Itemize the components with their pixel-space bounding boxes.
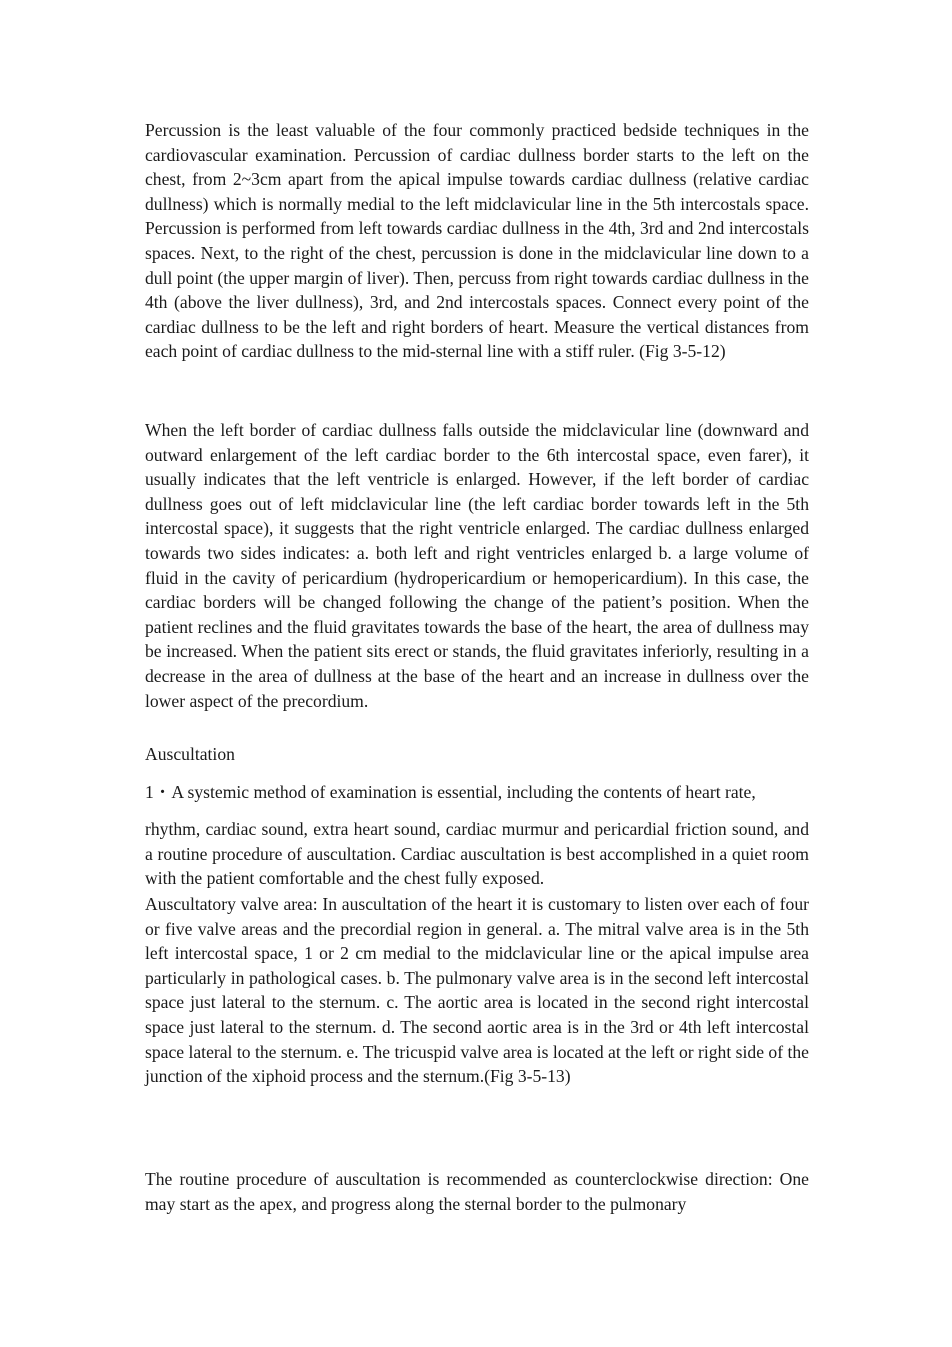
paragraph-cardiac-dullness-enlargement: When the left border of cardiac dullness falls outside the midclavicular line (downward and outward enlargement of the left cardiac border to the 6th intercostal space, even farer), it usually indicates that the left ventricle is enlarged. However, if the left border of cardiac dullness goes out of left midclavicular line (the left cardiac border towards left in the 5th intercostal space), it suggests that the right ventricle enlarged. The cardiac dullness enlarged towards two sides indicates: a. both left and right ventricles enlarged b. a large volume of fluid in the cavity of pericardium (hydropericardium or hemopericardium). In this case, the cardiac borders will be changed following the change of the patient’s position. When the patient reclines and the fluid gravitates towards the base of the heart, the area of dullness may be increased. When the patient sits erect or stands, the fluid gravitates inferiorly, resulting in a decrease in the area of dullness at the base of the heart and an increase in dullness over the lower aspect of the precordium. (145, 420, 809, 711)
paragraph-systemic-method: rhythm, cardiac sound, extra heart sound, cardiac murmur and pericardial friction sound, and a routine procedure of auscultation. Cardiac auscultation is best accomplished in a quiet room with the patient comfortable and the chest fully exposed. (145, 819, 809, 889)
paragraph-valve-areas: Auscultatory valve area: In auscultation of the heart it is customary to listen over each of four or five valve areas and the precordial region in general. a. The mitral valve area is in the 5th left intercostal space, 1 or 2 cm medial to the midclavicular line or the apical impulse area particularly in pathological cases. b. The pulmonary valve area is in the second left intercostal space just lateral to the sternum. c. The aortic area is located in the second right intercostal space just lateral to the sternum. d. The second aortic area is in the 3rd or 4th left intercostal space lateral to the sternum. e. The tricuspid valve area is located at the left or right side of the junction of the xiphoid process and the sternum.(Fig 3-5-13) (145, 894, 809, 1087)
paragraph-percussion-technique: Percussion is the least valuable of the four commonly practiced bedside techniques in the cardiovascular examination. Percussion of cardiac dullness border starts to the left on the chest, from 2~3cm apart from the apical impulse towards cardiac dullness (relative cardiac dullness) which is normally medial to the left midclavicular line in the 5th intercostals space. Percussion is performed from left towards cardiac dullness in the 4th, 3rd and 2nd intercostals spaces. Next, to the right of the chest, percussion is done in the midclavicular line down to a dull point (the upper margin of liver). Then, percuss from right towards cardiac dullness in the 4th (above the liver dullness), 3rd, and 2nd intercostals spaces. Connect every point of the cardiac dullness to be the left and right borders of heart. Measure the vertical distances from each point of cardiac dullness to the mid-sternal line with a stiff ruler. (Fig 3-5-12) (145, 120, 809, 362)
heading-auscultation: Auscultation (145, 744, 235, 764)
paragraph-systemic-method-lead: 1・A systemic method of examination is essential, including the contents of heart rate, (145, 782, 756, 802)
paragraph-routine-procedure: The routine procedure of auscultation is recommended as counterclockwise direction: One may start as the apex, and progress along the sternal border to the pulmonary (145, 1169, 809, 1214)
